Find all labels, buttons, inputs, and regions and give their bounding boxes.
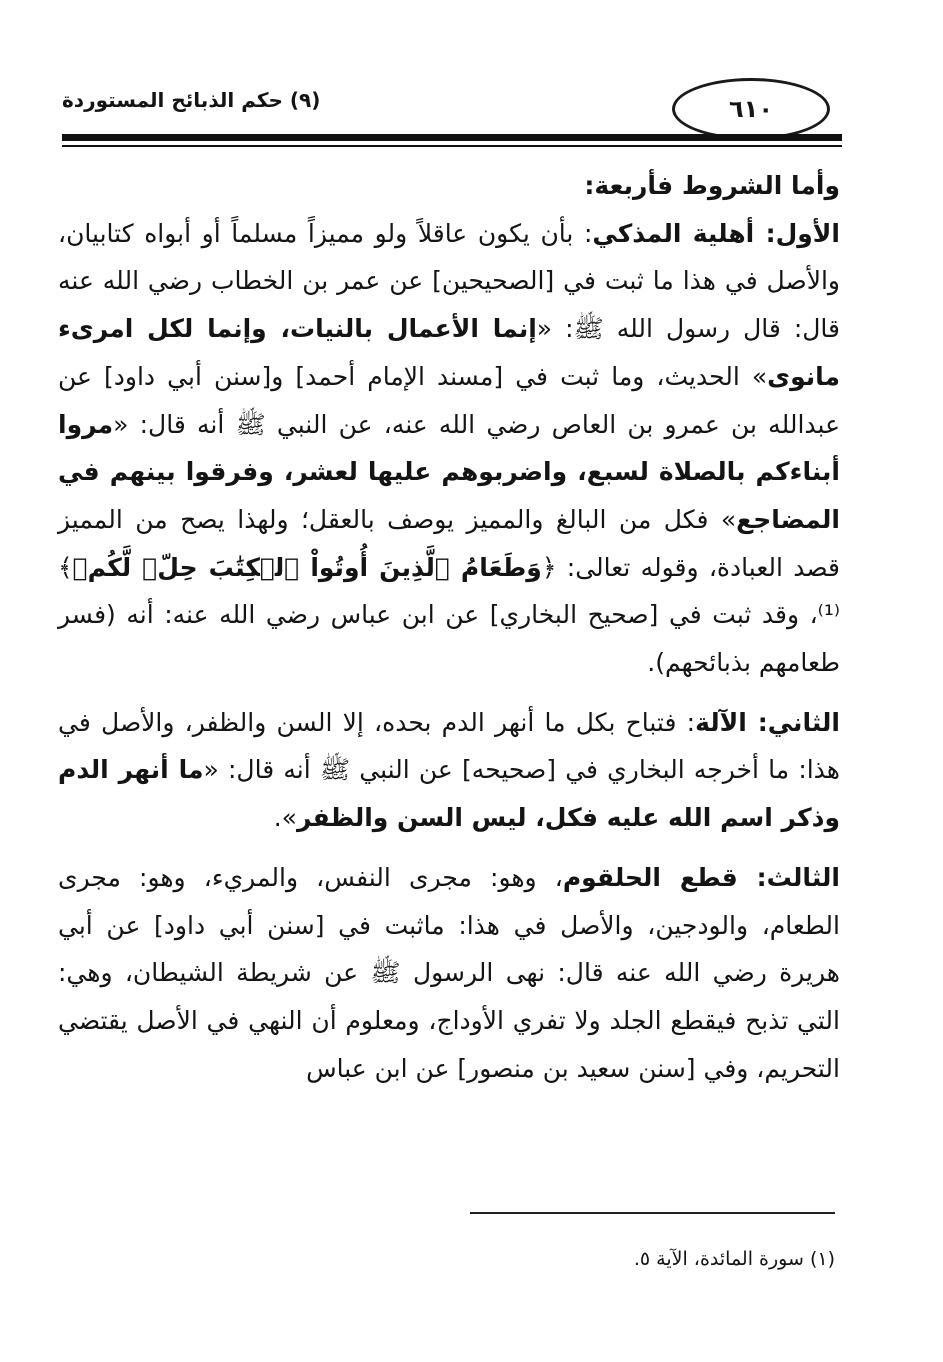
paragraph-first-condition xyxy=(58,210,840,687)
footnote-divider xyxy=(470,1212,835,1214)
paragraph-second-condition xyxy=(58,699,840,842)
paragraph-text: ﴾⁽¹⁾، وقد ثبت في [صحيح البخاري] عن ابن عباس رضي الله عنه: أنه (فسر طعامهم بذبائحهم). xyxy=(58,552,840,678)
section-heading: وأما الشروط فأربعة: xyxy=(584,171,840,200)
paragraph-text: ». xyxy=(273,803,297,833)
quran-verse: وَطَعَامُ ٱلَّذِينَ أُوتُواْ ٱلۡكِتَٰبَ حِلّٞ لَّكُمۡ xyxy=(72,552,542,582)
page-number: ٦١٠ xyxy=(672,78,830,140)
footnote: (١) سورة المائدة، الآية ٥. xyxy=(633,1248,835,1270)
third-condition-label: الثالث: قطع الحلقوم xyxy=(562,862,840,892)
running-title: (٩) حكم الذبائح المستوردة xyxy=(62,88,321,112)
hadith-quote: مروا أبناءكم بالصلاة لسبع، واضربوهم عليها لعشر، وفرقوا بينهم في المضاجع xyxy=(58,409,840,534)
paragraph-text: ، وهو: مجرى النفس، والمريء، وهو: مجرى الطعام، والودجين، والأصل في هذا: ماثبت في [سنن أبي داود] عن أبي هريرة رضي الله عنه قال: نهى الرسول ﷺ عن شريطة الشيطان، وهي: التي تذبح فيقطع الجلد ولا تفري الأوداج، ومعلوم أن النهي في الأصل يقتضي التحريم، وفي [سنن سعيد بن منصور] عن ابن عباس xyxy=(58,862,840,1083)
body-text xyxy=(58,162,840,1092)
header-rule-thick xyxy=(62,134,842,141)
hadith-quote: إنما الأعمال بالنيات، وإنما لكل امرىء مانوى xyxy=(58,314,840,391)
paragraph-text: : فتباح بكل ما أنهر الدم بحده، إلا السن والظفر، والأصل في هذا: ما أخرجه البخاري في [صحيحه] عن النبي ﷺ أنه قال: « xyxy=(58,707,840,785)
paragraph-text: : بأن يكون عاقلاً ولو مميزاً مسلماً أو أبواه كتابيان، والأصل في هذا ما ثبت في [الصحيحين] عن عمر بن الخطاب رضي الله عنه قال: قال رسول الله ﷺ: « xyxy=(58,218,840,344)
hadith-quote: ما أنهر الدم وذكر اسم الله عليه فكل، ليس السن والظفر xyxy=(58,755,840,833)
header-rule-thin xyxy=(62,145,842,147)
paragraph-text: » فكل من البالغ والمميز يوصف بالعقل؛ ولهذا يصح من المميز قصد العبادة، وقوله تعالى: ﴿ xyxy=(58,504,840,582)
page-header xyxy=(62,72,842,152)
second-condition-label: الثاني: الآلة xyxy=(695,707,840,737)
paragraph-third-condition xyxy=(58,854,840,1093)
first-condition-label: الأول: أهلية المذكي xyxy=(592,218,840,248)
paragraph-text: » الحديث، وما ثبت في [مسند الإمام أحمد] و[سنن أبي داود] عن عبدالله بن عمرو بن العاص رضي الله عنه، عن النبي ﷺ أنه قال: « xyxy=(58,361,840,439)
